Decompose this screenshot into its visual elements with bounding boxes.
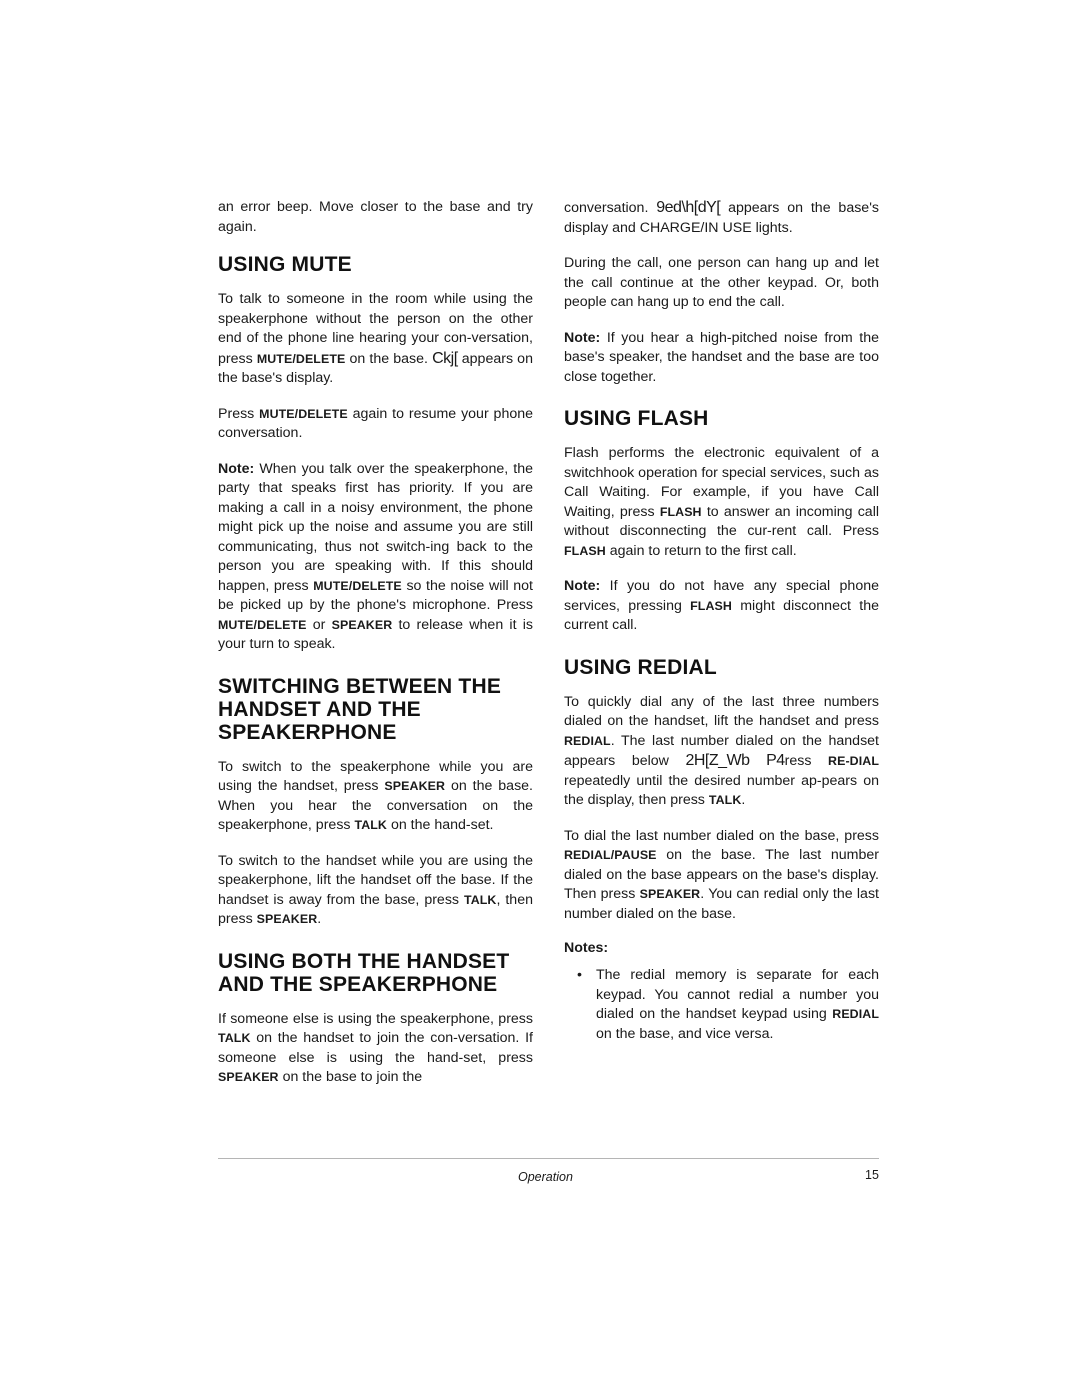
paragraph-noise-note: Note: If you hear a high-pitched noise from the base's speaker, the handset and the base are too close together. [564, 329, 879, 385]
paragraph-mute-resume: Press MUTE/DELETE again to resume your phone conversation. [218, 405, 534, 441]
page-number: 15 [865, 1168, 879, 1182]
key-pause: PAUSE [614, 848, 657, 862]
heading-using-both: USING BOTH THE HANDSET AND THE SPEAKERPHONE [218, 949, 510, 996]
list-item: • The redial memory is separate for each keypad. You cannot redial a number you dialed on the handset keypad using REDIAL on the base, and vice versa. [577, 967, 879, 1042]
heading-using-redial: USING REDIAL [564, 655, 717, 679]
key-redial: REDIAL [564, 733, 611, 748]
bullet-icon: • [577, 967, 582, 983]
lcd-redial-text: 2H[Z_Wb P4 [685, 752, 785, 769]
footer-section-label: Operation [518, 1170, 573, 1184]
heading-using-mute: USING MUTE [218, 253, 352, 276]
paragraph-flash-note: Note: If you do not have any special phone services, pressing FLASH might disconnect the current call. [564, 578, 879, 633]
key-flash: FLASH [659, 504, 702, 519]
paragraph-redial-handset: To quickly dial any of the last three numbers dialed on the handset, lift the handset and press REDIAL. The last number dialed on the handset appears below 2H[Z_Wb P4ress RE-DIAL repeatedly until the desired number ap-pears on the display, then press TALK. [564, 693, 879, 808]
lcd-mute-text: Ckj[ [432, 349, 458, 367]
paragraph-using-both: If someone else is using the speakerphone, press TALK on the handset to join the con-versation. If someone else is using the hand-set, press SPEAKER on the base to join the [218, 1010, 533, 1085]
key-speaker: SPEAKER [331, 617, 393, 632]
notes-heading: Notes: [564, 940, 609, 956]
footer-divider [218, 1158, 879, 1159]
paragraph-switch-to-speaker: To switch to the speakerphone while you are using the handset, press SPEAKER on the base. When you hear the conversation on the speakerphone, press TALK on the hand-set. [218, 758, 533, 833]
paragraph-during-call: During the call, one person can hang up and let the call continue at the other keypad. Or, both people can hang up to end the call. [564, 255, 879, 310]
left-column [218, 198, 533, 1104]
paragraph-flash: Flash performs the electronic equivalent of a switchhook operation for special services, such as Call Waiting. For example, if you have Call Waiting, press FLASH to answer an incoming call without disconnecting the cur-rent call. Press FLASH again to return to the first call. [564, 445, 880, 559]
key-talk: TALK [354, 818, 387, 832]
right-column [564, 198, 879, 1044]
paragraph-mute-intro: To talk to someone in the room while using the speakerphone without the person on the other end of the phone line hearing your con-versation, press MUTE/DELETE on the base. Ckj[ appears on the base's display. [218, 291, 533, 386]
paragraph-switch-to-handset: To switch to the handset while you are using the speakerphone, lift the handset off the base. If the handset is away from the base, press TALK, then press SPEAKER. [218, 852, 533, 927]
paragraph-conversation: conversation. 9ed\h[dY[ appears on the base's display and CHARGE/IN USE lights. [564, 199, 879, 236]
notes-list [564, 966, 879, 1044]
paragraph-error-beep: an error beep. Move closer to the base and try again. [218, 199, 533, 235]
heading-using-flash: USING FLASH [564, 407, 709, 430]
key-delete: DELETE [295, 351, 346, 366]
heading-switching: SWITCHING BETWEEN THE HANDSET AND THE SPEAKERPHONE [218, 674, 502, 744]
key-mute: MUTE [256, 351, 293, 366]
paragraph-redial-base: To dial the last number dialed on the base, press REDIAL/PAUSE on the base. The last number dialed on the base appears on the base's display. Then press SPEAKER. You can redial only the last number dialed on the base. [564, 827, 879, 922]
paragraph-mute-note: Note: When you talk over the speakerphone, the party that speaks first has priority. If you are making a call in a noisy environment, the phone might pick up the noise and assume you are still communicating, thus not switch-ing back to the person you are speaking with. If this should happen, press MUTE/DELETE so the noise will not be picked up by the phone's microphone. Press MUTE/DELETE or SPEAKER to release when it is your turn to speak. [218, 460, 533, 652]
lcd-conference-text: 9ed\h[dY[ [656, 199, 721, 216]
note-label: Note: [218, 460, 255, 477]
